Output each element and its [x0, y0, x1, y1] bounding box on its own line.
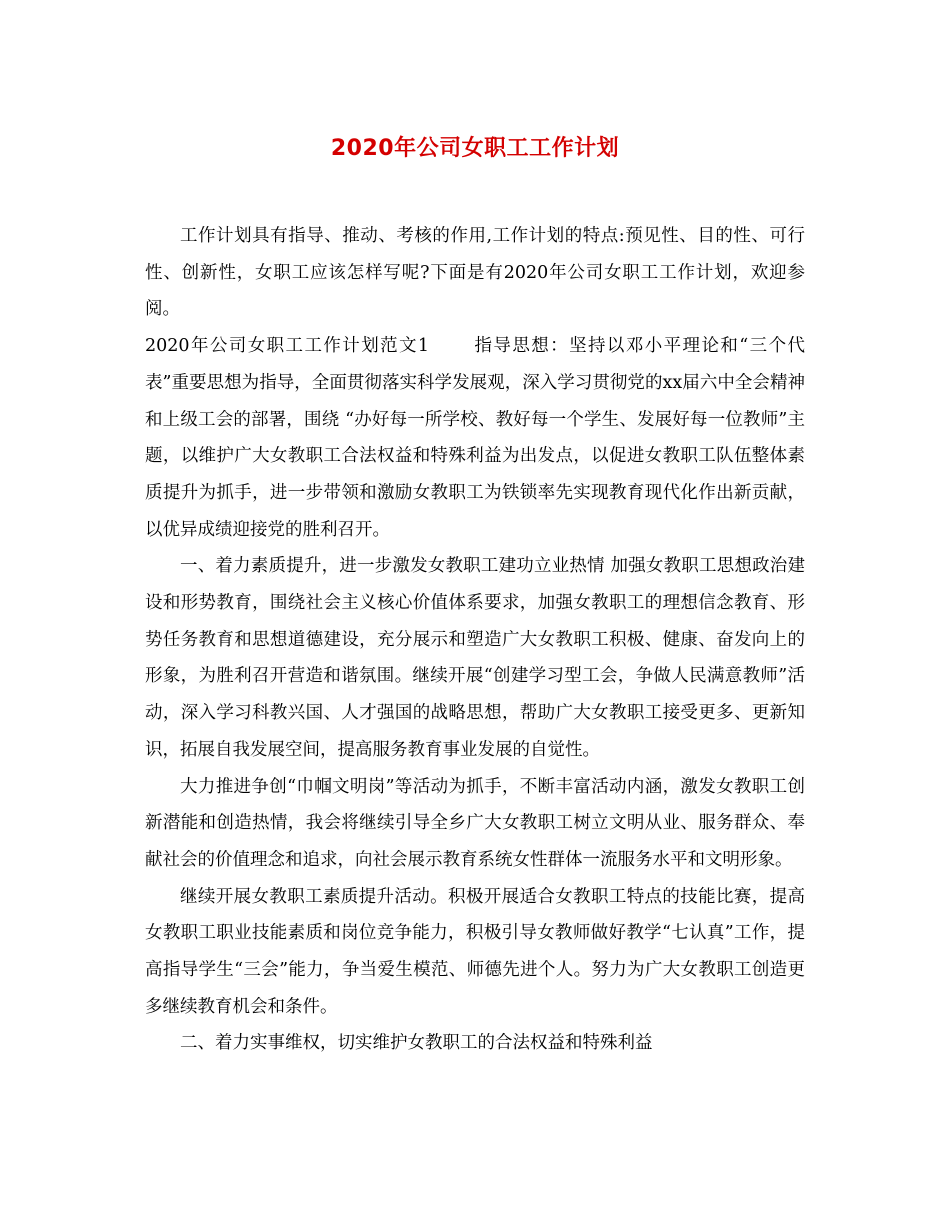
- guiding-paragraph: [145, 328, 805, 548]
- civilized-post-paragraph: 大力推进争创“巾帼文明岗”等活动为抓手，不断丰富活动内涵，激发女教职工创新潜能和创造热情，我会将继续引导全乡广大女教职工树立文明从业、服务群众、奉献社会的价值理念和追求，向社会展示教育系统女性群体一流服务水平和文明形象。: [145, 776, 805, 870]
- document-body: [145, 218, 805, 1062]
- guiding-text: 指导思想：坚持以邓小平理论和“三个代表”重要思想为指导，全面贯彻落实科学发展观，深入学习贯彻党的xx届六中全会精神和上级工会的部署，围绕 “办好每一所学校、教好每一个学生、发展好每一位教师”主题，以维护广大女教职工合法权益和特殊利益为出发点，以促进女教职工队伍整体素质提升为抓手，进一步带领和激励女教职工为铁锁率先实现教育现代化作出新贡献，以优异成绩迎接党的胜利召开。: [145, 336, 805, 540]
- sample-heading: 2020年公司女职工工作计划范文1: [145, 336, 430, 357]
- section-two-heading: 二、着力实事维权，切实维护女教职工的合法权益和特殊利益: [180, 1033, 653, 1054]
- document-title: 2020年公司女职工工作计划: [330, 136, 620, 161]
- section-one-paragraph: 一、着力素质提升，进一步激发女教职工建功立业热情 加强女教职工思想政治建设和形势教育，围绕社会主义核心价值体系要求，加强女教职工的理想信念教育、形势任务教育和思想道德建设，充分展示和塑造广大女教职工积极、健康、奋发向上的形象，为胜利召开营造和谐氛围。继续开展“创建学习型工会，争做人民满意教师”活动，深入学习科教兴国、人才强国的战略思想，帮助广大女教职工接受更多、更新知识，拓展自我发展空间，提高服务教育事业发展的自觉性。: [145, 556, 805, 760]
- quality-improvement-paragraph: 继续开展女教职工素质提升活动。积极开展适合女教职工特点的技能比赛，提高女教职工职业技能素质和岗位竞争能力，积极引导女教师做好教学“七认真”工作，提高指导学生“三会”能力，争当爱生模范、师德先进个人。努力为广大女教职工创造更多继续教育机会和条件。: [145, 886, 805, 1017]
- intro-paragraph: 工作计划具有指导、推动、考核的作用,工作计划的特点:预见性、目的性、可行性、创新性，女职工应该怎样写呢?下面是有2020年公司女职工工作计划，欢迎参阅。: [145, 226, 805, 320]
